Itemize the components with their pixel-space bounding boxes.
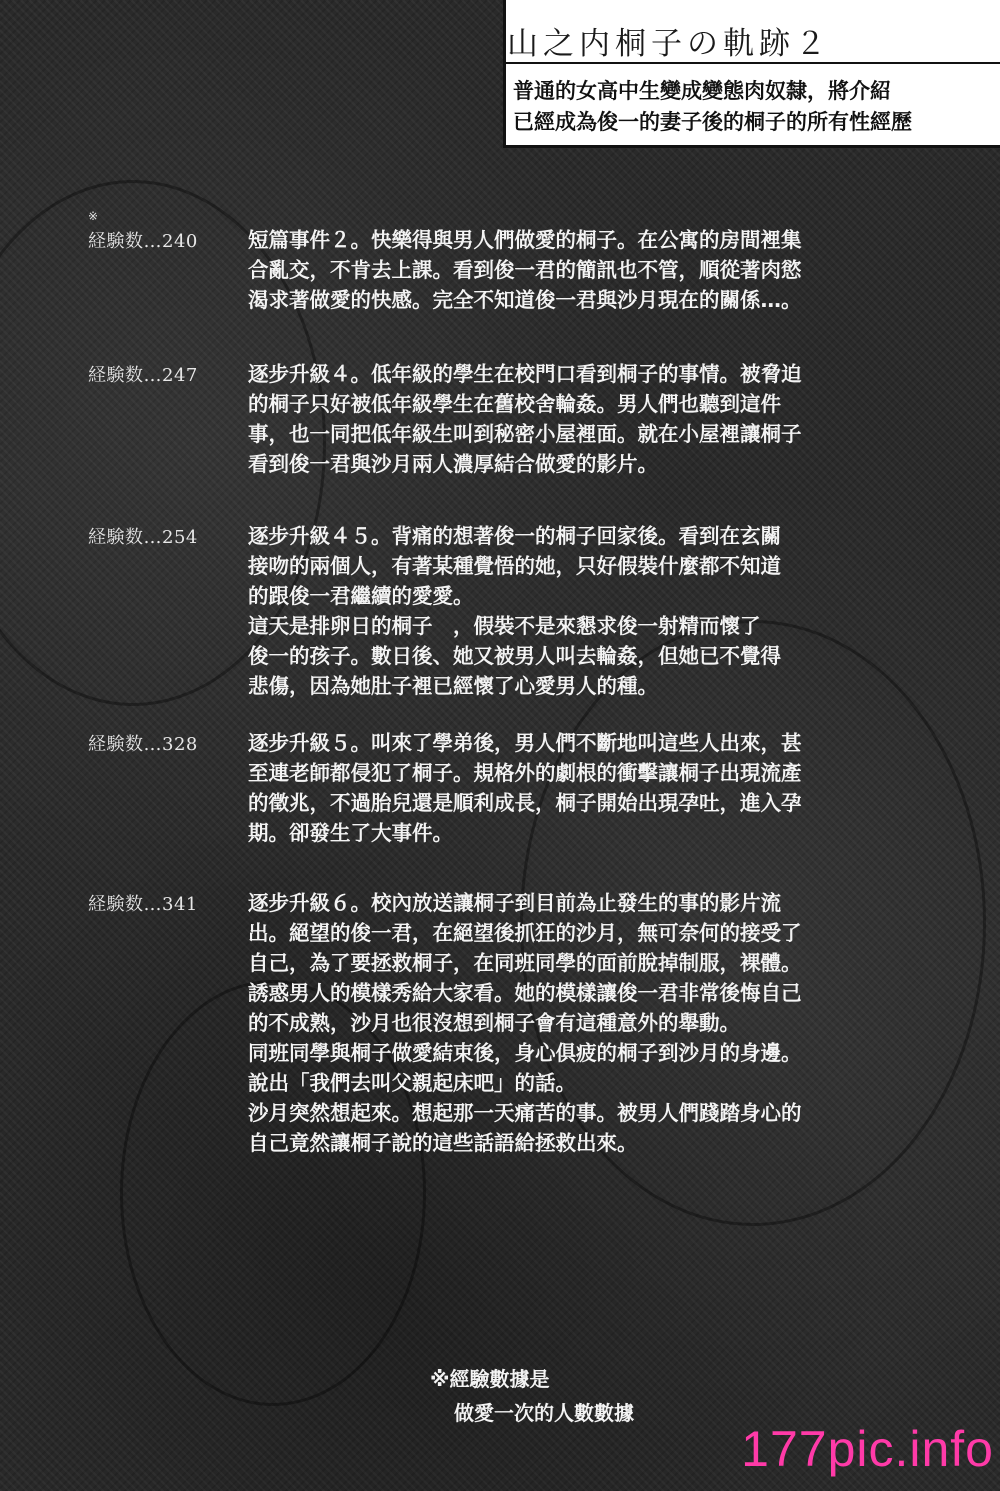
entry-description xyxy=(248,225,948,315)
entry-line: 說出「我們去叫父親起床吧」的話。 xyxy=(248,1071,576,1095)
entry-line: 合亂交，不肯去上課。看到俊一君的簡訊也不管，順從著肉慾 xyxy=(248,258,802,282)
footnote xyxy=(430,1362,634,1430)
entry-line: 的桐子只好被低年級學生在舊校舍輪姦。男人們也聽到這件 xyxy=(248,392,781,416)
entry-line: 沙月突然想起來。想起那一天痛苦的事。被男人們踐踏身心的 xyxy=(248,1101,802,1125)
entry-line: 看到俊一君與沙月兩人濃厚結合做愛的影片。 xyxy=(248,452,658,476)
experience-count-label: 経験数…247 xyxy=(88,365,198,386)
entry-line: 誘惑男人的模樣秀給大家看。她的模樣讓俊一君非常後悔自己 xyxy=(248,981,802,1005)
site-watermark: 177pic.info xyxy=(741,1421,994,1477)
entry-line: 出。絕望的俊一君，在絕望後抓狂的沙月，無可奈何的接受了 xyxy=(248,921,802,945)
entry-line: 自己，為了要拯救桐子，在同班同學的面前脫掉制服，裸體。 xyxy=(248,951,802,975)
subtitle-line: 普通的女高中生變成變態肉奴隸，將介紹 xyxy=(513,79,891,103)
experience-count-label: 経験数…328 xyxy=(88,734,198,755)
footnote-line: ※經驗數據是 xyxy=(430,1367,550,1391)
subtitle-line: 已經成為俊一的妻子後的桐子的所有性經歷 xyxy=(513,110,912,134)
entry-description xyxy=(248,521,948,701)
entry-line: 的不成熟，沙月也很沒想到桐子會有這種意外的舉動。 xyxy=(248,1011,740,1035)
experience-count-label: 経験数…341 xyxy=(88,894,198,915)
entry-line: 事，也一同把低年級生叫到秘密小屋裡面。就在小屋裡讓桐子 xyxy=(248,422,802,446)
page-subtitle xyxy=(513,76,912,138)
entry-line: 逐步升級４。低年級的學生在校門口看到桐子的事情。被脅迫 xyxy=(248,362,802,386)
entry-line: 渴求著做愛的快感。完全不知道俊一君與沙月現在的關係…。 xyxy=(248,288,802,312)
entry-line: 期。卻發生了大事件。 xyxy=(248,821,453,845)
entry-line: 同班同學與桐子做愛結束後，身心俱疲的桐子到沙月的身邊。 xyxy=(248,1041,802,1065)
entry-line: 至連老師都侵犯了桐子。規格外的劇根的衝擊讓桐子出現流產 xyxy=(248,761,802,785)
entry-description xyxy=(248,888,948,1158)
entry-line: 的徵兆，不過胎兒還是順利成長，桐子開始出現孕吐，進入孕 xyxy=(248,791,802,815)
entry-line: 的跟俊一君繼續的愛愛。 xyxy=(248,584,474,608)
experience-count-label: 経験数…254 xyxy=(88,527,198,548)
entry-line: 自己竟然讓桐子說的這些話語給拯救出來。 xyxy=(248,1131,638,1155)
asterisk-marker: ※ xyxy=(88,209,99,223)
experience-count-label: 経験数…240 xyxy=(88,231,198,252)
title-divider xyxy=(503,62,1000,64)
footnote-line: 做愛一次的人數數據 xyxy=(454,1401,634,1425)
entry-line: 短篇事件２。快樂得與男人們做愛的桐子。在公寓的房間裡集 xyxy=(248,228,802,252)
entry-line: 俊一的孩子。數日後、她又被男人叫去輪姦，但她已不覺得 xyxy=(248,644,781,668)
entry-description xyxy=(248,359,948,479)
entry-line: 逐步升級５。叫來了學弟後，男人們不斷地叫這些人出來，甚 xyxy=(248,731,802,755)
entry-line: 這天是排卵日的桐子 ，假裝不是來懇求俊一射精而懷了 xyxy=(248,614,761,638)
entry-line: 悲傷，因為她肚子裡已經懷了心愛男人的種。 xyxy=(248,674,658,698)
entry-description xyxy=(248,728,948,848)
entry-line: 逐步升級６。校內放送讓桐子到目前為止發生的事的影片流 xyxy=(248,891,781,915)
page-title: 山之内桐子の軌跡２ xyxy=(507,26,831,62)
entry-line: 接吻的兩個人，有著某種覺悟的她，只好假裝什麼都不知道 xyxy=(248,554,781,578)
entry-line: 逐步升級４５。背痛的想著俊一的桐子回家後。看到在玄關 xyxy=(248,524,781,548)
